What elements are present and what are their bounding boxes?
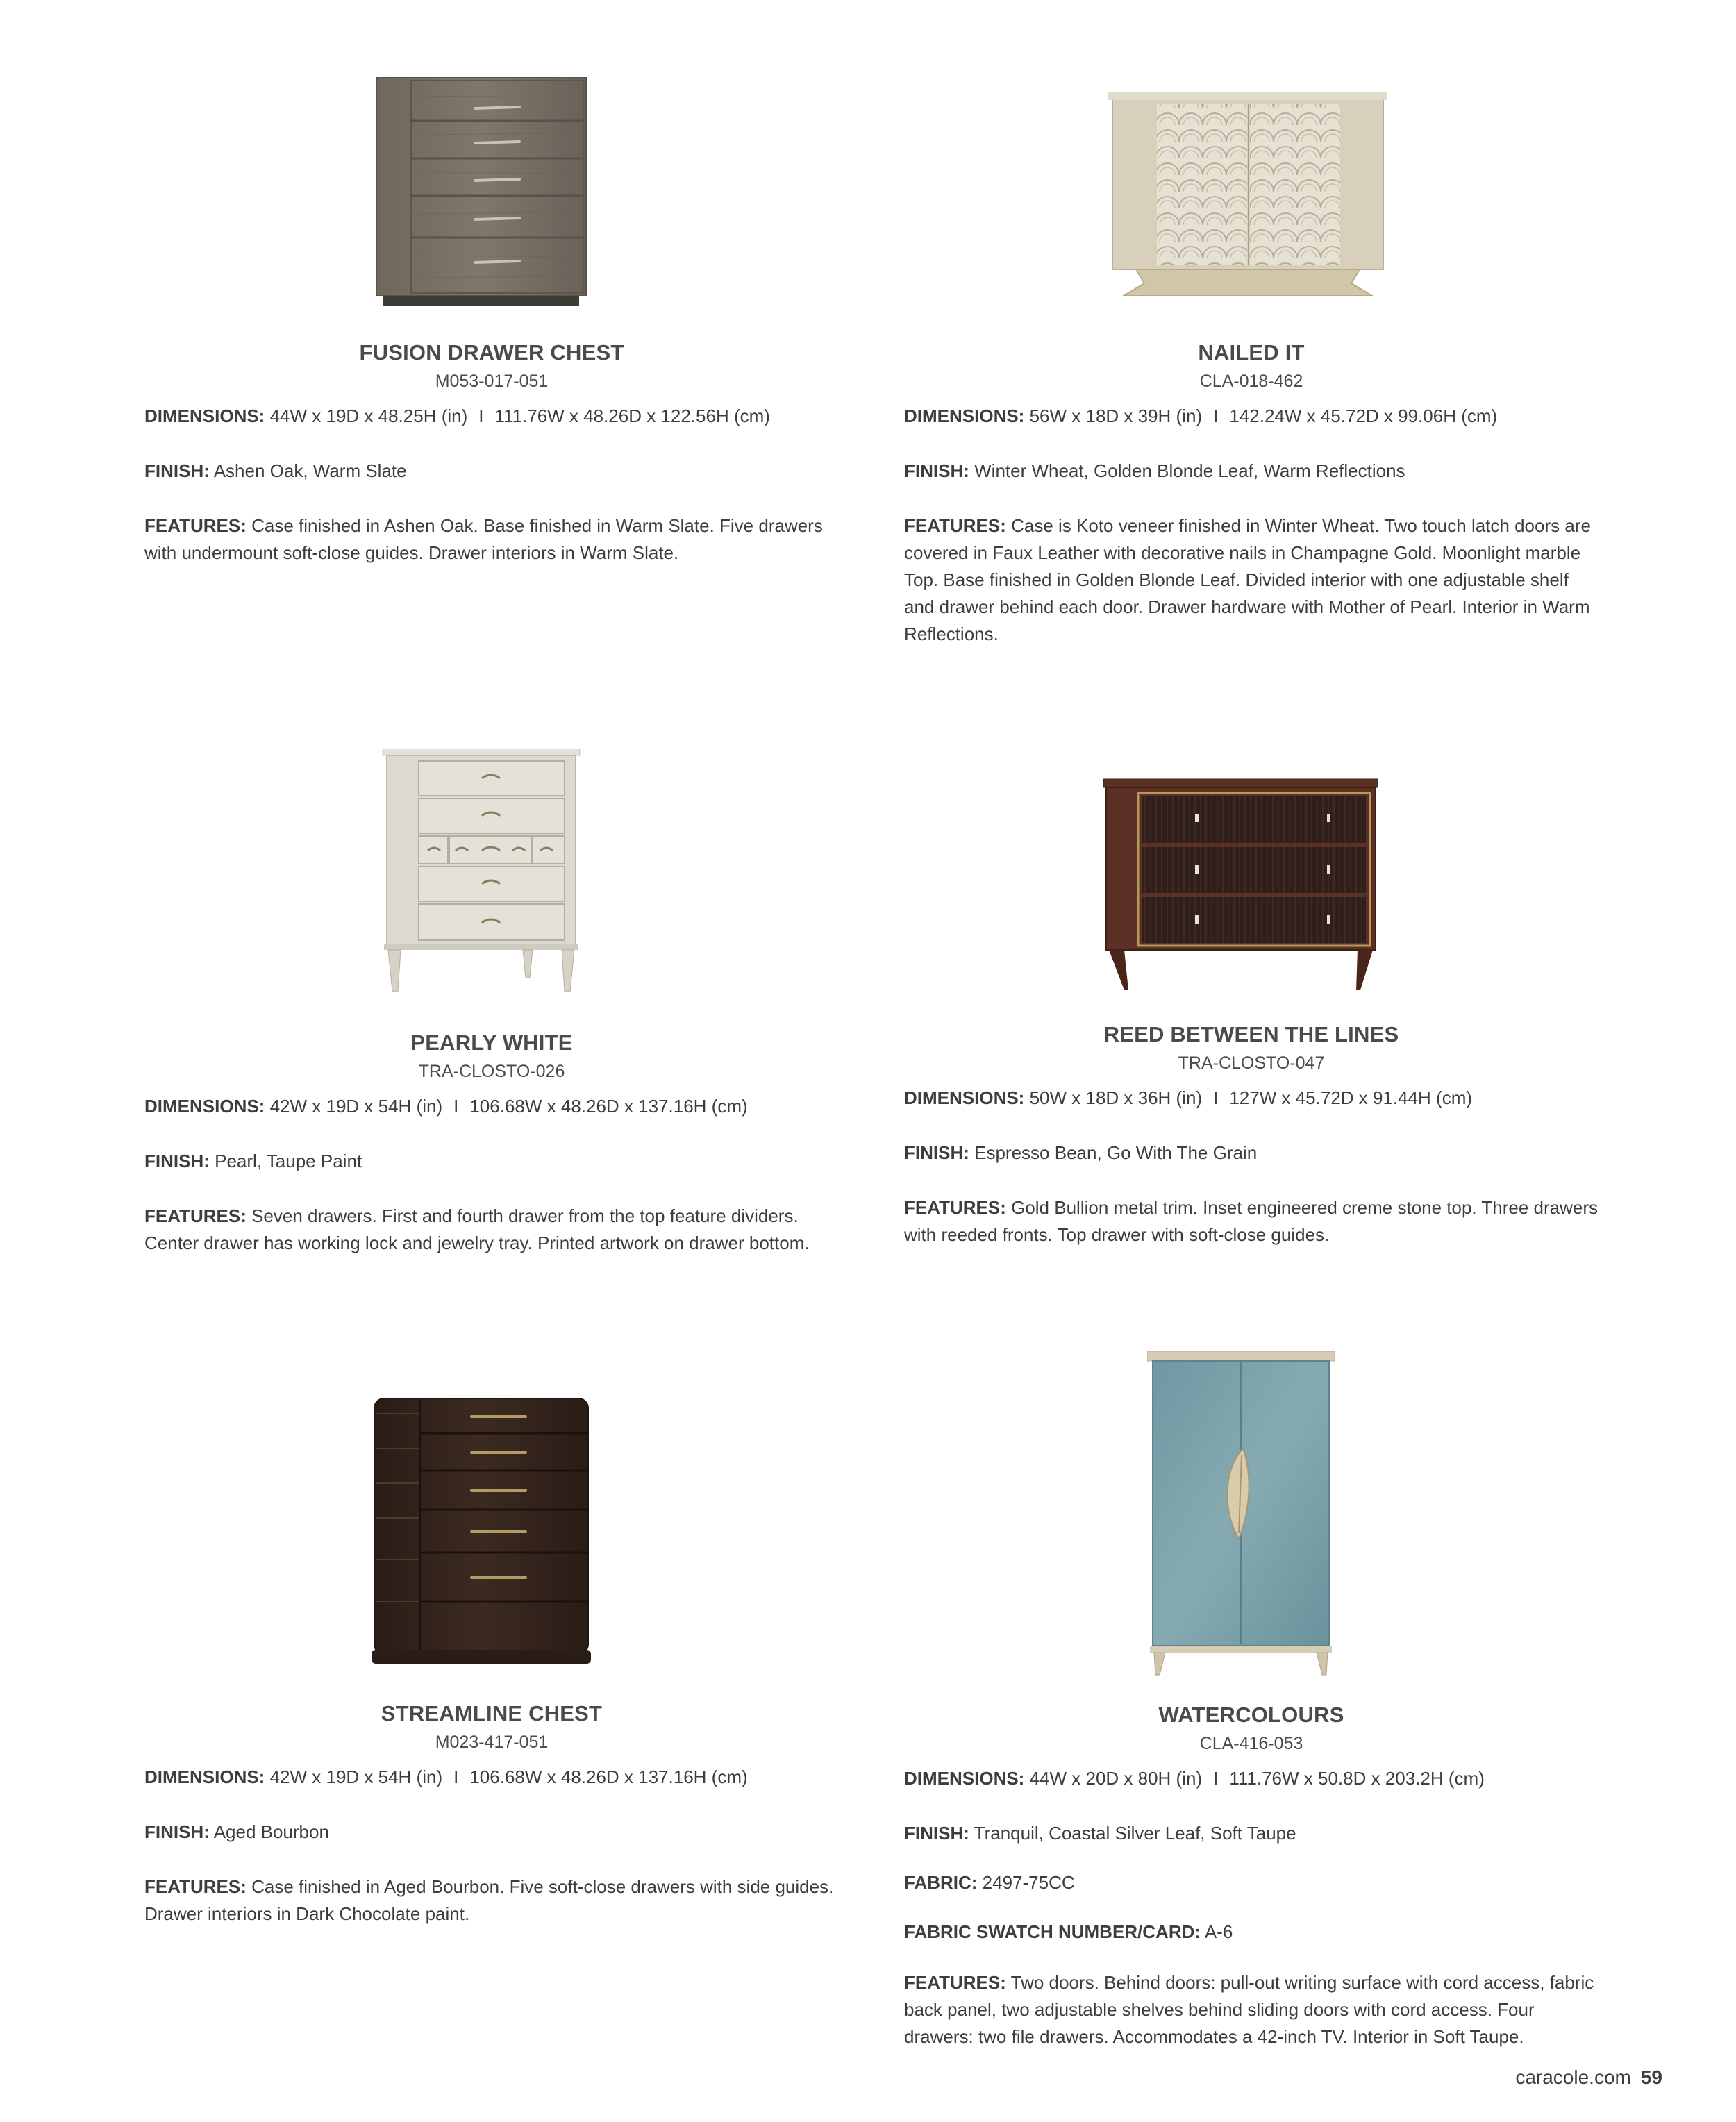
dimensions-in: 44W x 19D x 48.25H (in) — [269, 406, 468, 426]
product-sku: M023-417-051 — [435, 1732, 549, 1752]
dimensions-cm: 106.68W x 48.26D x 137.16H (cm) — [469, 1096, 748, 1117]
product-dimensions — [144, 1764, 839, 1791]
product-photo — [1108, 75, 1387, 308]
dimensions-cm: 127W x 45.72D x 91.44H (cm) — [1229, 1087, 1473, 1108]
features-value: Two doors. Behind doors: pull-out writing surface with cord access, fabric back panel, two adjustable shelves behind sliding doors with cord access. Four drawers: two file drawers. Accommodates a 42-inch TV. Interior in Soft Taupe. — [904, 1972, 1594, 2047]
page-footer — [1515, 2066, 1662, 2089]
fabric-swatch-value: A-6 — [1204, 1921, 1233, 1942]
features-label: FEATURES: — [144, 515, 247, 536]
product-sku: TRA-CLOSTO-026 — [418, 1062, 565, 1081]
product-dimensions — [904, 1085, 1599, 1112]
dimensions-in: 56W x 18D x 39H (in) — [1029, 406, 1203, 426]
finish-label: FINISH: — [144, 1821, 210, 1842]
dresser-image — [1103, 776, 1378, 993]
footer-site: caracole.com — [1515, 2066, 1631, 2088]
product-reed-between-the-lines — [904, 776, 1599, 1248]
finish-label: FINISH: — [904, 460, 969, 481]
separator: I — [478, 406, 484, 426]
product-sku: CLA-416-053 — [1199, 1734, 1303, 1753]
dimensions-label: DIMENSIONS: — [904, 406, 1025, 426]
product-finish — [144, 458, 839, 485]
product-sku: M053-017-051 — [435, 371, 549, 391]
dimensions-cm: 106.68W x 48.26D x 137.16H (cm) — [469, 1766, 748, 1787]
dimensions-cm: 142.24W x 45.72D x 99.06H (cm) — [1229, 406, 1498, 426]
product-dimensions — [144, 1093, 839, 1120]
product-sku: CLA-018-462 — [1199, 371, 1303, 391]
dimensions-label: DIMENSIONS: — [904, 1087, 1025, 1108]
product-dimensions — [904, 403, 1599, 430]
fabric-value: 2497-75CC — [982, 1872, 1075, 1893]
product-fusion-drawer-chest — [144, 75, 839, 567]
finish-label: FINISH: — [144, 1151, 210, 1171]
product-watercolours — [904, 1351, 1599, 2050]
finish-label: FINISH: — [144, 460, 210, 481]
dimensions-in: 42W x 19D x 54H (in) — [269, 1096, 443, 1117]
product-finish — [904, 1820, 1599, 1847]
dimensions-in: 42W x 19D x 54H (in) — [269, 1766, 443, 1787]
features-label: FEATURES: — [144, 1876, 247, 1897]
product-features — [144, 512, 839, 567]
drawer-chest-image — [372, 1393, 591, 1671]
product-features — [904, 1969, 1599, 2050]
separator: I — [1213, 1768, 1219, 1789]
product-finish — [144, 1148, 839, 1175]
armoire-image — [1147, 1351, 1335, 1678]
finish-label: FINISH: — [904, 1142, 969, 1163]
features-label: FEATURES: — [144, 1205, 247, 1226]
features-label: FEATURES: — [904, 1197, 1006, 1218]
dimensions-in: 44W x 20D x 80H (in) — [1029, 1768, 1203, 1789]
dimensions-in: 50W x 18D x 36H (in) — [1029, 1087, 1203, 1108]
features-label: FEATURES: — [904, 1972, 1006, 1993]
product-pearly-white — [144, 749, 839, 1257]
product-nailed-it — [904, 75, 1599, 648]
dimensions-label: DIMENSIONS: — [904, 1768, 1025, 1789]
dimensions-label: DIMENSIONS: — [144, 1096, 265, 1117]
product-photo — [1147, 1351, 1335, 1678]
separator: I — [1213, 406, 1219, 426]
fabric-label: FABRIC: — [904, 1872, 978, 1893]
product-name: WATERCOLOURS — [1158, 1703, 1344, 1727]
product-photo — [380, 749, 583, 999]
product-fabric — [904, 1869, 1599, 1896]
finish-value: Aged Bourbon — [213, 1821, 329, 1842]
product-finish — [904, 1139, 1599, 1167]
dimensions-cm: 111.76W x 48.26D x 122.56H (cm) — [494, 406, 770, 426]
drawer-chest-image — [371, 75, 592, 308]
product-sku: TRA-CLOSTO-047 — [1178, 1053, 1325, 1073]
cabinet-image — [1108, 75, 1387, 308]
product-streamline-chest — [144, 1393, 839, 1928]
product-features — [144, 1873, 839, 1928]
separator: I — [453, 1766, 459, 1787]
dimensions-label: DIMENSIONS: — [144, 1766, 265, 1787]
features-value: Seven drawers. First and fourth drawer from the top feature dividers. Center drawer has working lock and jewelry tray. Printed artwork on drawer bottom. — [144, 1205, 810, 1253]
product-name: STREAMLINE CHEST — [381, 1701, 603, 1726]
product-dimensions — [904, 1765, 1599, 1792]
features-value: Gold Bullion metal trim. Inset engineered creme stone top. Three drawers with reeded fronts. Top drawer with soft-close guides. — [904, 1197, 1599, 1245]
product-features — [904, 512, 1599, 648]
finish-value: Tranquil, Coastal Silver Leaf, Soft Taupe — [974, 1823, 1296, 1844]
product-features — [144, 1203, 839, 1257]
product-finish — [904, 458, 1599, 485]
product-photo — [372, 1393, 591, 1671]
product-dimensions — [144, 403, 839, 430]
drawer-chest-image — [380, 749, 583, 999]
features-value: Case finished in Aged Bourbon. Five soft-close drawers with side guides. Drawer interiors in Dark Chocolate paint. — [144, 1876, 834, 1924]
product-name: NAILED IT — [1198, 340, 1305, 365]
dimensions-label: DIMENSIONS: — [144, 406, 265, 426]
finish-label: FINISH: — [904, 1823, 969, 1844]
finish-value: Winter Wheat, Golden Blonde Leaf, Warm Reflections — [974, 460, 1405, 481]
page-number: 59 — [1640, 2066, 1662, 2088]
finish-value: Ashen Oak, Warm Slate — [213, 460, 407, 481]
product-name: REED BETWEEN THE LINES — [1103, 1022, 1399, 1046]
separator: I — [453, 1096, 459, 1117]
features-value: Case is Koto veneer finished in Winter Wheat. Two touch latch doors are covered in Faux Leather with decorative nails in Champagne Gold. Moonlight marble Top. Base finished in Golden Blonde Leaf. Divided interior with one adjustable shelf and drawer behind each door. Drawer hardware with Mother of Pearl. Interior in Warm Reflections. — [904, 515, 1591, 644]
product-name: FUSION DRAWER CHEST — [359, 340, 624, 365]
features-value: Case finished in Ashen Oak. Base finished in Warm Slate. Five drawers with undermount soft-close guides. Drawer interiors in Warm Slate. — [144, 515, 823, 563]
product-finish — [144, 1819, 839, 1846]
finish-value: Espresso Bean, Go With The Grain — [974, 1142, 1258, 1163]
product-fabric-swatch — [904, 1919, 1599, 1946]
dimensions-cm: 111.76W x 50.8D x 203.2H (cm) — [1229, 1768, 1485, 1789]
finish-value: Pearl, Taupe Paint — [215, 1151, 362, 1171]
features-label: FEATURES: — [904, 515, 1006, 536]
product-photo — [371, 75, 592, 308]
fabric-swatch-label: FABRIC SWATCH NUMBER/CARD: — [904, 1921, 1201, 1942]
product-name: PEARLY WHITE — [410, 1030, 573, 1055]
separator: I — [1213, 1087, 1219, 1108]
product-features — [904, 1194, 1599, 1248]
product-photo — [1103, 776, 1378, 993]
